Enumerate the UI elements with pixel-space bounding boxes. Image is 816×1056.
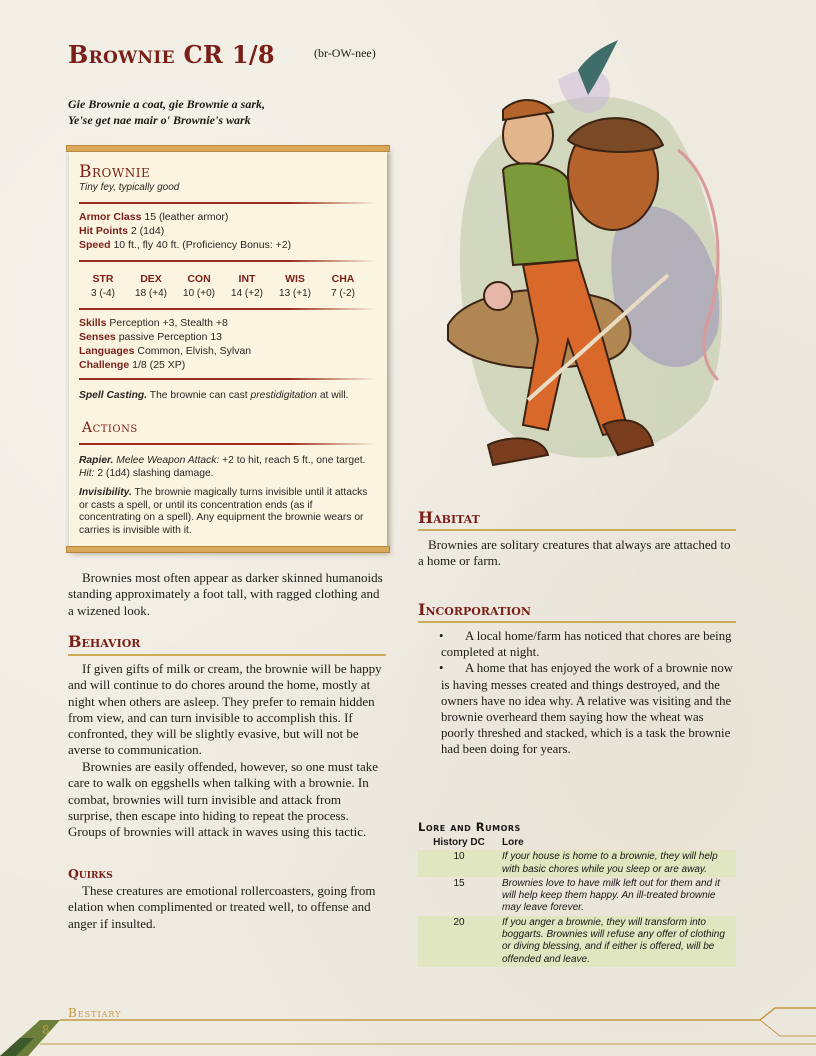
- footer-rule: [60, 1008, 816, 1020]
- stat-block: [69, 148, 387, 550]
- divider: [79, 443, 377, 445]
- footer-ornament: [0, 1000, 816, 1056]
- senses: Senses passive Perception 13: [79, 331, 223, 343]
- lore-table: [418, 820, 736, 967]
- left-boot-icon: [488, 438, 548, 465]
- behavior-paragraph-1: If given gifts of milk or cream, the brownie will be happy and will continue to do chores around the home, mostly at night when others are asleep. They prefer to remain hidden from view, and can turn invisible to accomplish this. If confronted, they will be slightly evasive, but will not be averse to communication.: [68, 661, 382, 758]
- stat-block-top-bar: [66, 145, 390, 152]
- quirks-heading: Quirks: [68, 866, 113, 881]
- heading-rule: [418, 529, 736, 531]
- armor-class: Armor Class 15 (leather armor): [79, 211, 229, 223]
- speed: Speed 10 ft., fly 40 ft. (Proficiency Bonus: +2): [79, 239, 292, 251]
- habitat-heading: Habitat: [418, 508, 480, 527]
- poem-line: Gie Brownie a coat, gie Brownie a sark,: [68, 97, 266, 111]
- divider: [79, 260, 377, 262]
- divider: [79, 378, 377, 380]
- invisibility-action: Invisibility. The brownie magically turns invisible until it attacks or casts a spell, or until its concentration ends (as if concentrating on a spell). Any equipment the brownie wears or carries is invisible with it.: [79, 487, 368, 536]
- footer-rule-accent: [760, 1020, 816, 1036]
- intro-paragraph: Brownies most often appear as darker skinned humanoids standing approximately a foot tall, with ragged clothing and a wizened look.: [68, 570, 383, 618]
- behavior-heading: Behavior: [68, 632, 141, 651]
- ability-wis: WIS 13 (+1): [279, 273, 311, 299]
- rapier-action: Rapier. Melee Weapon Attack: +2 to hit, reach 5 ft., one target. Hit: 2 (1d4) slashing damage.: [79, 455, 366, 479]
- skills: Skills Perception +3, Stealth +8: [79, 317, 228, 329]
- challenge: Challenge 1/8 (25 XP): [79, 359, 186, 371]
- heading-rule: [68, 654, 386, 656]
- ability-int: INT 14 (+2): [231, 273, 263, 299]
- heading-rule: [418, 621, 736, 623]
- hit-points: Hit Points 2 (1d4): [79, 225, 165, 237]
- divider: [79, 202, 377, 204]
- behavior-paragraph-2: Brownies are easily offended, however, so one must take care to walk on eggshells when talking with a brownie. In combat, brownies will turn invisible and attack from surprise, then escape into hiding to repeat the process. Groups of brownies will attack in waves using this tactic.: [68, 759, 378, 840]
- lore-table-title: Lore and Rumors: [418, 820, 521, 834]
- divider: [79, 308, 377, 310]
- ability-str: STR 3 (-4): [91, 273, 115, 299]
- page-title: Brownie CR 1/8: [68, 40, 275, 69]
- list-item: • A local home/farm has noticed that chores are being completed at night.: [441, 628, 739, 660]
- habitat-paragraph: Brownies are solitary creatures that always are attached to a home or farm.: [418, 537, 731, 569]
- list-item: • A home that has enjoyed the work of a brownie now is having messes created and things destroyed, and the owners have no idea why. A relative was visiting and the brownie overheard them saying how the wheat was poorly threshed and stacked, which is a task the brownie had been doing for years.: [441, 660, 739, 757]
- brownie-illustration: [418, 40, 738, 500]
- stat-block-bottom-bar: [66, 546, 390, 553]
- ability-dex: DEX 18 (+4): [135, 273, 167, 299]
- table-row: 15 Brownies love to have milk left out for them and it will help keep them happy. An ill-treated brownie may leave forever.: [453, 877, 720, 914]
- table-row: 10 If your house is home to a brownie, they will help with basic chores while you sleep or are away.: [418, 850, 736, 877]
- incorporation-heading: Incorporation: [418, 600, 531, 619]
- ability-con: CON 10 (+0): [183, 273, 215, 299]
- pronunciation: (br-OW-nee): [314, 46, 376, 60]
- stat-block-name: Brownie: [79, 162, 151, 182]
- incorporation-list: [441, 628, 739, 758]
- rat-ear-icon: [484, 282, 512, 310]
- poem: [68, 96, 265, 128]
- stat-block-type: Tiny fey, typically good: [79, 182, 180, 193]
- spellcasting-trait: Spell Casting. The brownie can cast prestidigitation at will.: [79, 390, 349, 401]
- quirks-paragraph: These creatures are emotional rollercoasters, going from elation when complimented or treated well, to offense and anger if insulted.: [68, 883, 376, 931]
- green-tunic-icon: [503, 163, 578, 265]
- ability-cha: CHA 7 (-2): [331, 273, 355, 299]
- ability-scores: [79, 273, 369, 299]
- languages: Languages Common, Elvish, Sylvan: [79, 345, 252, 357]
- page-number: 8: [42, 1023, 50, 1037]
- footer-section-label: Bestiary: [68, 1006, 122, 1020]
- actions-heading: Actions: [82, 420, 138, 436]
- lore-table-header: History DC Lore: [433, 837, 524, 848]
- table-row: 20 If you anger a brownie, they will transform into boggarts. Brownies will refuse any offer of clothing or diving blessing, and if either is offered, will be offended and leave.: [418, 916, 736, 967]
- poem-line: Ye'se get nae mair o' Brownie's wark: [68, 113, 251, 127]
